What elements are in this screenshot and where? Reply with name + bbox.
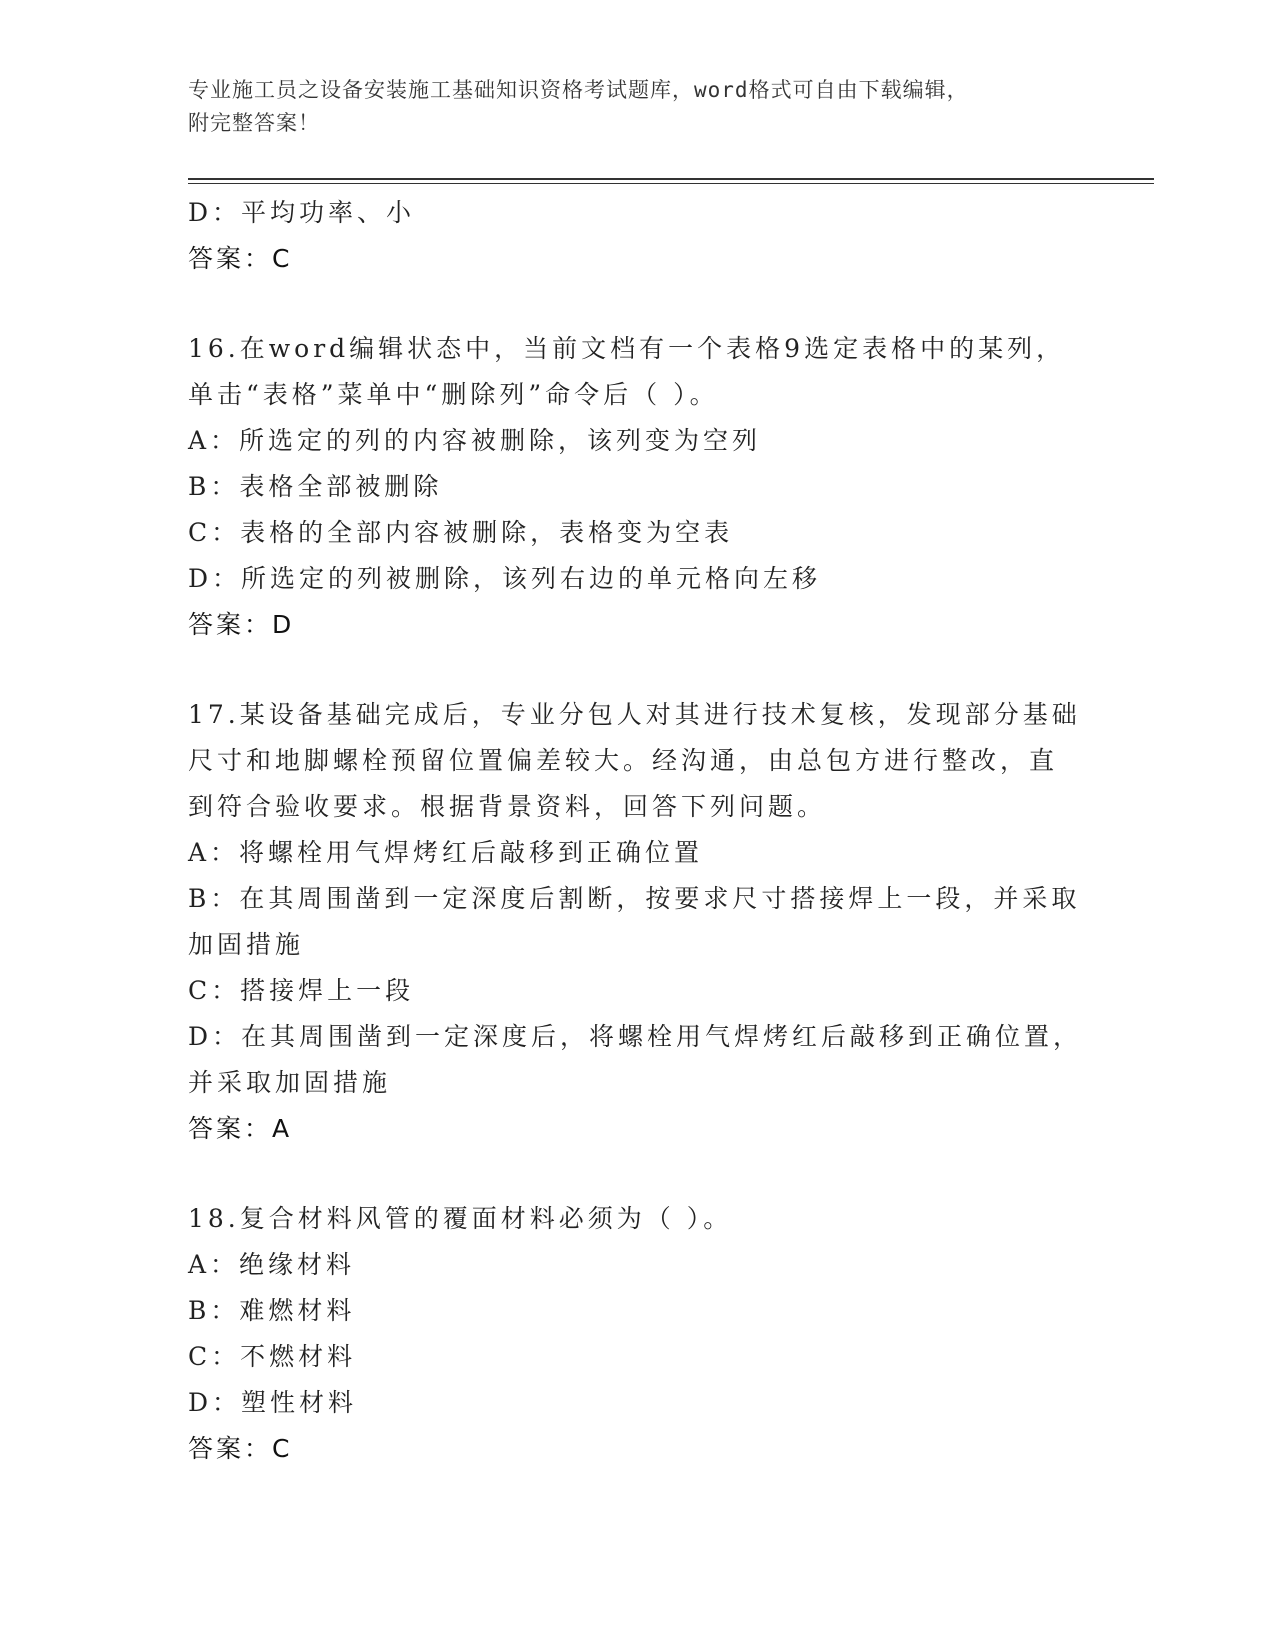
option-d-line-1: D：在其周围凿到一定深度后，将螺栓用气焊烤红后敲移到正确位置， <box>188 1022 1083 1051</box>
spacer <box>188 1152 1088 1196</box>
spacer <box>188 648 1088 692</box>
question-18 <box>188 1196 1088 1472</box>
question-16 <box>188 326 1088 648</box>
header-rule-thin <box>188 183 1154 184</box>
question-stem-line: 17.某设备基础完成后，专业分包人对其进行技术复核，发现部分基础 <box>188 700 1081 729</box>
previous-question-tail <box>188 190 1088 282</box>
option-a: A：绝缘材料 <box>188 1250 356 1279</box>
question-stem-line: 到符合验收要求。根据背景资料，回答下列问题。 <box>188 792 827 821</box>
spacer <box>188 282 1088 326</box>
option-c: C：搭接焊上一段 <box>188 976 415 1005</box>
option-b: B：难燃材料 <box>188 1296 356 1325</box>
header-rule-thick <box>188 178 1154 180</box>
option-d-line-2: 并采取加固措施 <box>188 1068 392 1097</box>
document-body <box>188 190 1088 1472</box>
option-a: A：所选定的列的内容被删除，该列变为空列 <box>188 426 762 455</box>
option-b-line-1: B：在其周围凿到一定深度后割断，按要求尺寸搭接焊上一段，并采取 <box>188 884 1081 913</box>
option-d: D：平均功率、小 <box>188 198 416 227</box>
option-b-line-2: 加固措施 <box>188 930 305 959</box>
option-d: D：所选定的列被删除，该列右边的单元格向左移 <box>188 564 822 593</box>
answer-line: 答案：A <box>188 1114 293 1143</box>
question-stem-line: 16.在word编辑状态中，当前文档有一个表格9选定表格中的某列， <box>188 334 1066 363</box>
header-line-2: 附完整答案！ <box>188 111 320 135</box>
question-stem-line: 尺寸和地脚螺栓预留位置偏差较大。经沟通，由总包方进行整改，直 <box>188 746 1059 775</box>
option-c: C：表格的全部内容被删除，表格变为空表 <box>188 518 734 547</box>
header-line-1: 专业施工员之设备安装施工基础知识资格考试题库，word格式可自由下载编辑， <box>188 78 969 102</box>
question-17 <box>188 692 1088 1152</box>
option-b: B：表格全部被删除 <box>188 472 443 501</box>
option-c: C：不燃材料 <box>188 1342 357 1371</box>
answer-line: 答案：C <box>188 1434 293 1463</box>
document-header <box>188 74 1068 140</box>
answer-line: 答案：D <box>188 610 295 639</box>
option-a: A：将螺栓用气焊烤红后敲移到正确位置 <box>188 838 704 867</box>
answer-line: 答案：C <box>188 244 293 273</box>
question-stem-line: 单击“表格”菜单中“删除列”命令后（ ）。 <box>188 380 719 409</box>
option-d: D：塑性材料 <box>188 1388 358 1417</box>
question-stem-line: 18.复合材料风管的覆面材料必须为（ ）。 <box>188 1204 733 1233</box>
